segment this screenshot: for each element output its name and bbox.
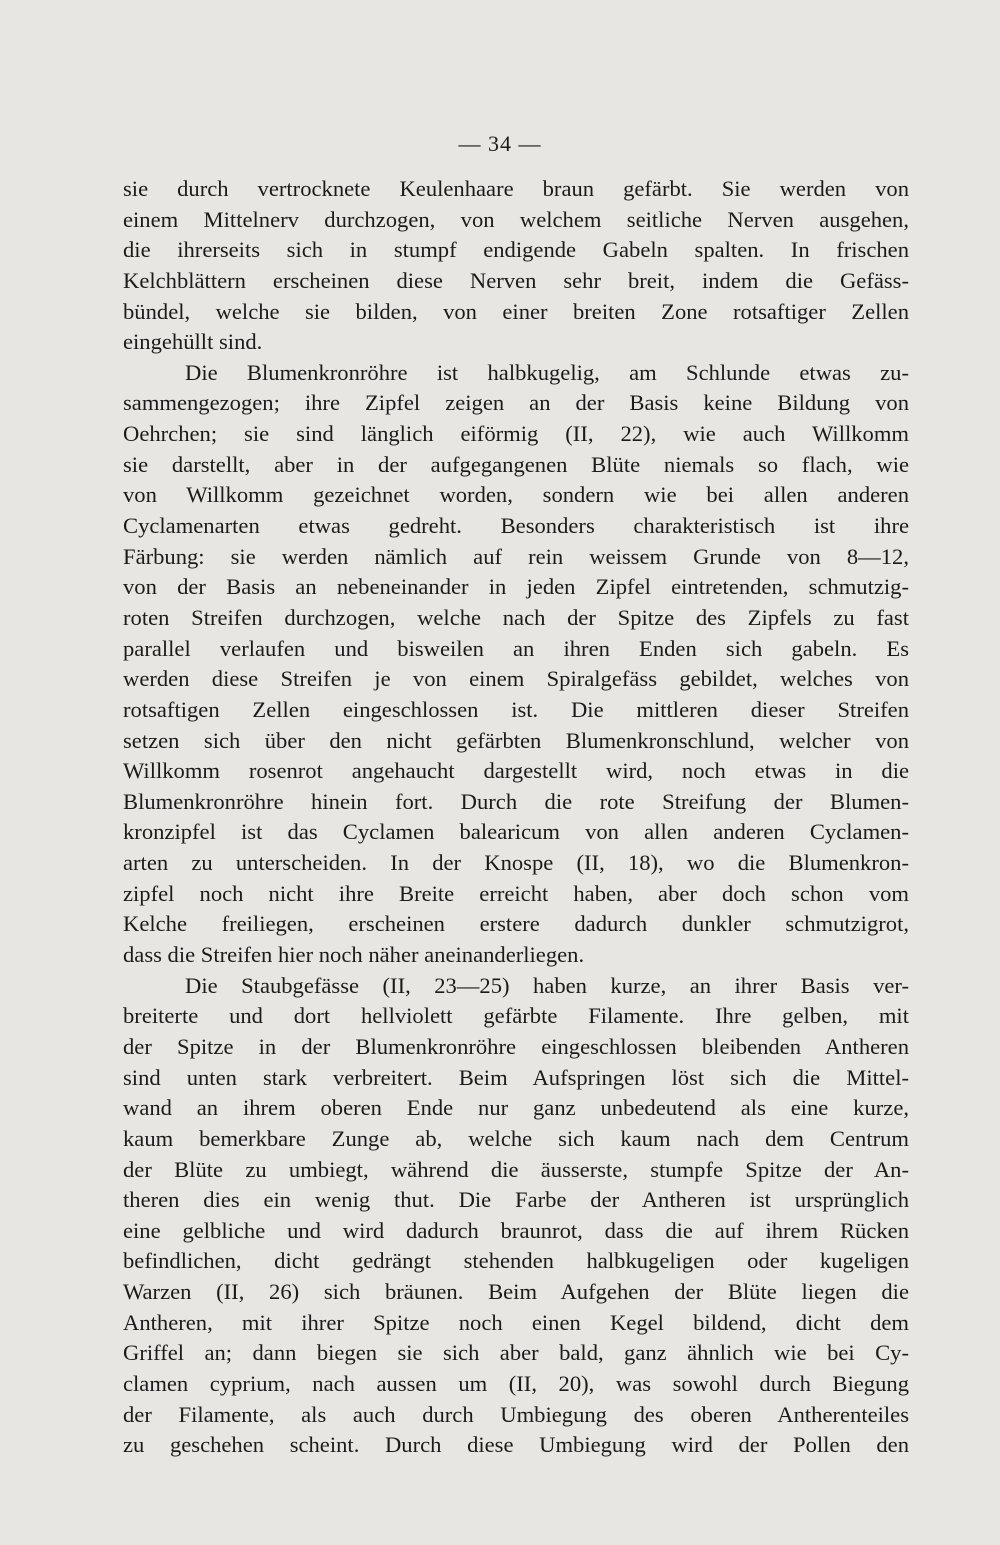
text-line: befindlichen, dicht gedrängt stehenden halbkugeligen oder kugeligen [123,1248,909,1274]
text-line: der Blüte zu umbiegt, während die äusserste, stumpfe Spitze der An- [123,1156,909,1182]
text-line: von Willkomm gezeichnet worden, sondern wie bei allen anderen [123,482,909,508]
text-line: der Filamente, als auch durch Umbiegung des oberen Antherenteiles [123,1401,909,1427]
text-line: theren dies ein wenig thut. Die Farbe der Antheren ist ursprünglich [123,1187,909,1213]
text-line: sie darstellt, aber in der aufgegangenen Blüte niemals so flach, wie [123,451,909,477]
text-line: eingehüllt sind. [123,329,263,355]
text-line: kronzipfel ist das Cyclamen balearicum von allen anderen Cyclamen- [123,819,909,845]
text-line: werden diese Streifen je von einem Spiralgefäss gebildet, welches von [123,666,909,692]
text-line: sie durch vertrocknete Keulenhaare braun gefärbt. Sie werden von [123,176,909,201]
text-line: Kelchblättern erscheinen diese Nerven sehr breit, indem die Gefäss- [123,267,909,293]
text-line: zu geschehen scheint. Durch diese Umbiegung wird der Pollen den [123,1432,909,1458]
text-line: die ihrerseits sich in stumpf endigende Gabeln spalten. In frischen [123,237,909,263]
text-line: parallel verlaufen und bisweilen an ihren Enden sich gabeln. Es [123,635,909,661]
text-line: Die Staubgefässe (II, 23—25) haben kurze, an ihrer Basis ver- [185,972,909,998]
text-line: kaum bemerkbare Zunge ab, welche sich kaum nach dem Centrum [123,1125,909,1151]
text-line: bündel, welche sie bilden, von einer breiten Zone rotsaftiger Zellen [123,298,909,324]
text-line: Färbung: sie werden nämlich auf rein weissem Grunde von 8—12, [123,543,909,569]
text-line: Griffel an; dann biegen sie sich aber bald, ganz ähnlich wie bei Cy- [123,1340,909,1366]
text-line: arten zu unterscheiden. In der Knospe (II, 18), wo die Blumenkron- [123,850,909,876]
text-line: von der Basis an nebeneinander in jeden Zipfel eintretenden, schmutzig- [123,574,909,600]
text-line: zipfel noch nicht ihre Breite erreicht haben, aber doch schon vom [123,880,909,906]
text-line: eine gelbliche und wird dadurch braunrot, dass die auf ihrem Rücken [123,1217,909,1243]
text-line: clamen cyprium, nach aussen um (II, 20), was sowohl durch Biegung [123,1370,909,1396]
text-line: Cyclamenarten etwas gedreht. Besonders charakteristisch ist ihre [123,513,909,539]
text-line: sammengezogen; ihre Zipfel zeigen an der Basis keine Bildung von [123,390,909,416]
text-line: dass die Streifen hier noch näher aneinanderliegen. [123,942,585,968]
body-text [123,174,909,1461]
text-line: Die Blumenkronröhre ist halbkugelig, am Schlunde etwas zu- [185,359,909,385]
text-line: setzen sich über den nicht gefärbten Blumenkronschlund, welcher von [123,727,909,753]
text-line: roten Streifen durchzogen, welche nach der Spitze des Zipfels zu fast [123,604,909,630]
text-line: einem Mittelnerv durchzogen, von welchem seitliche Nerven ausgehen, [123,206,909,232]
text-line: der Spitze in der Blumenkronröhre eingeschlossen bleibenden Antheren [123,1033,909,1059]
text-line: Blumenkronröhre hinein fort. Durch die rote Streifung der Blumen- [123,788,909,814]
page-number: — 34 — [458,131,542,156]
text-line: Antheren, mit ihrer Spitze noch einen Kegel bildend, dicht dem [123,1309,909,1335]
text-line: Warzen (II, 26) sich bräunen. Beim Aufgehen der Blüte liegen die [123,1279,909,1305]
text-line: sind unten stark verbreitert. Beim Aufspringen löst sich die Mittel- [123,1064,909,1090]
text-line: Oehrchen; sie sind länglich eiförmig (II, 22), wie auch Willkomm [123,421,909,447]
text-line: breiterte und dort hellviolett gefärbte Filamente. Ihre gelben, mit [123,1003,909,1029]
text-line: Willkomm rosenrot angehaucht dargestellt wird, noch etwas in die [123,758,909,784]
text-line: wand an ihrem oberen Ende nur ganz unbedeutend als eine kurze, [123,1095,909,1121]
text-line: rotsaftigen Zellen eingeschlossen ist. Die mittleren dieser Streifen [123,696,909,722]
text-line: Kelche freiliegen, erscheinen erstere dadurch dunkler schmutzigrot, [123,911,909,937]
